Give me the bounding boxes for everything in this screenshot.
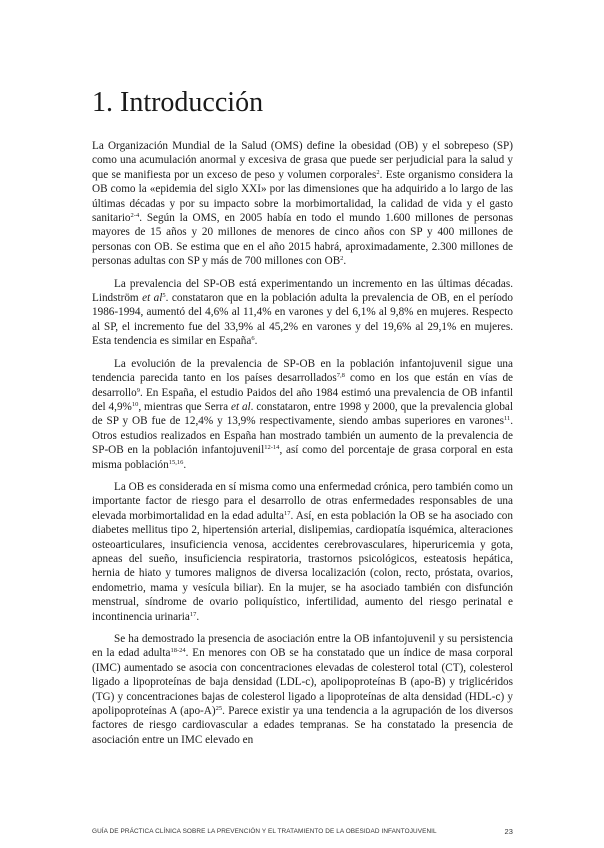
citation-ref: 6	[251, 335, 255, 343]
section-heading: 1. Introducción	[92, 87, 264, 118]
text-run: . Este organismo considera la OB como la «epidemia del siglo XXI» por las dimensiones que ha adquirido a lo largo de las últimas décadas y por su impacto sobre la morbimortalidad, la calidad de vida y el gasto sanitario	[92, 168, 513, 225]
page-number: 23	[504, 827, 513, 836]
paragraph	[92, 632, 513, 747]
citation-ref: 18-24	[170, 647, 186, 655]
italic-text: et al	[230, 400, 251, 413]
text-run: . constataron que en la población adulta la prevalencia de OB, en el período 1986-1994, aumentó del 4,6% al 11,4% en varones y del 6,1% al 9,8% en mujeres. Respecto al SP, el incremento fue del 33,9% al 45,2% en varones y del 19,6% al 29,1% en mujeres. Esta tendencia es similar en España	[92, 292, 513, 348]
text-run: Se ha demostrado la presencia de asociación entre la OB infantojuvenil y su persistencia en la edad adulta	[92, 633, 513, 660]
citation-ref: 17	[189, 610, 197, 618]
text-run: . Otros estudios realizados en España han mostrado también un aumento de la prevalencia de SP-OB en la población infantojuvenil	[92, 415, 513, 457]
text-run: . Así, en esta población la OB se ha asociado con diabetes mellitus tipo 2, hipertensión arterial, dislipemias, cardiopatía isquémica, alteraciones osteoarticulares, insuficiencia venosa, accidentes cerebrovasculares, hiperuricemia y gota, apneas del sueño, insuficiencia respiratoria, trastornos psicológicos, esteatosis hepática, hernia de hiato y tumores malignos de diversa localización (colon, recto, próstata, ovarios, endometrio, mama y vesícula biliar). En la mujer, se ha asociado también con disfunción menstrual, síndrome de ovario poliquístico, infertilidad, aumento del riesgo perinatal e incontinencia urinaria	[92, 509, 513, 623]
text-run: . En España, el estudio Paidos del año 1984 estimó una prevalencia de OB infantil del 4,9%	[92, 386, 513, 413]
citation-ref: 7,8	[336, 372, 345, 380]
citation-ref: 2	[376, 168, 380, 176]
paragraph	[92, 480, 513, 624]
citation-ref: 9	[136, 386, 140, 394]
text-run: . constataron, entre 1998 y 2000, que la prevalencia global de SP y OB fue de 12,4% y 13,9% respectivamente, siendo ambas superiores en varones	[92, 400, 514, 428]
running-title: GUÍA DE PRÁCTICA CLÍNICA SOBRE LA PREVENCIÓN Y EL TRATAMIENTO DE LA OBESIDAD INFANTOJUVENIL	[92, 828, 437, 835]
text-run: . Parece existir ya una tendencia a la agrupación de los diversos factores de riesgo cardiovascular a edades tempranas. Se ha constatado la presencia de asociación entre un IMC elevado en	[92, 705, 513, 746]
text-run: .	[343, 255, 347, 268]
text-run: .	[254, 335, 258, 348]
page-footer	[92, 826, 513, 838]
citation-ref: 2-4	[130, 212, 140, 220]
citation-ref: 5	[162, 292, 166, 300]
citation-ref: 15,16	[168, 458, 184, 466]
text-run: . En menores con OB se ha constatado que un índice de masa corporal (IMC) aumentado se asocia con concentraciones elevadas de colesterol total (CT), colesterol ligado a lipoproteínas de baja densidad (LDL-c), apolipoproteínas B (apo-B) y triglicéridos (TG) y concentraciones bajas de colesterol ligado a lipoproteínas de alta densidad (HDL-c) y apolipoproteínas A (apo-A)	[92, 647, 513, 718]
body-text	[92, 139, 513, 755]
text-run: . Según la OMS, en 2005 había en todo el mundo 1.600 millones de personas mayores de 15 años y 20 millones de menores de cinco años con SP y 400 millones de personas con OB. Se estima que en el año 2015 habrá, aproximadamente, 2.300 millones de personas adultas con SP y más de 700 millones con OB	[92, 212, 513, 268]
citation-ref: 11	[503, 415, 511, 423]
text-run: La Organización Mundial de la Salud (OMS) define la obesidad (OB) y el sobrepeso (SP) como una acumulación anormal y excesiva de grasa que puede ser perjudicial para la salud y que se manifiesta por un exceso de peso y volumen corporales	[92, 140, 513, 181]
text-run: como en los que están en vías de desarrollo	[92, 372, 513, 399]
citation-ref: 12-14	[264, 444, 280, 452]
citation-ref: 2	[340, 255, 344, 263]
text-run: .	[183, 458, 187, 471]
text-run: La OB es considerada en sí misma como una enfermedad crónica, pero también como un importante factor de riesgo para el desarrollo de otras enfermedades responsables de una elevada morbimortalidad en la edad adulta	[92, 480, 513, 522]
text-run: , mientras que Serra	[138, 400, 231, 413]
paragraph	[92, 357, 513, 472]
citation-ref: 25	[215, 705, 223, 713]
text-run: , así como del porcentaje de grasa corporal en esta misma población	[92, 444, 513, 471]
citation-ref: 17	[284, 509, 291, 517]
text-run: .	[196, 610, 200, 623]
paragraph	[92, 139, 513, 269]
text-run: La prevalencia del SP-OB está experimentando un incremento en las últimas décadas. Lindström	[92, 277, 513, 305]
text-run: La evolución de la prevalencia de SP-OB en la población infantojuvenil sigue una tendencia parecida tanto en los países desarrollados	[92, 357, 513, 385]
paragraph	[92, 277, 513, 349]
italic-text: et al	[142, 292, 163, 305]
citation-ref: 10	[131, 400, 139, 408]
